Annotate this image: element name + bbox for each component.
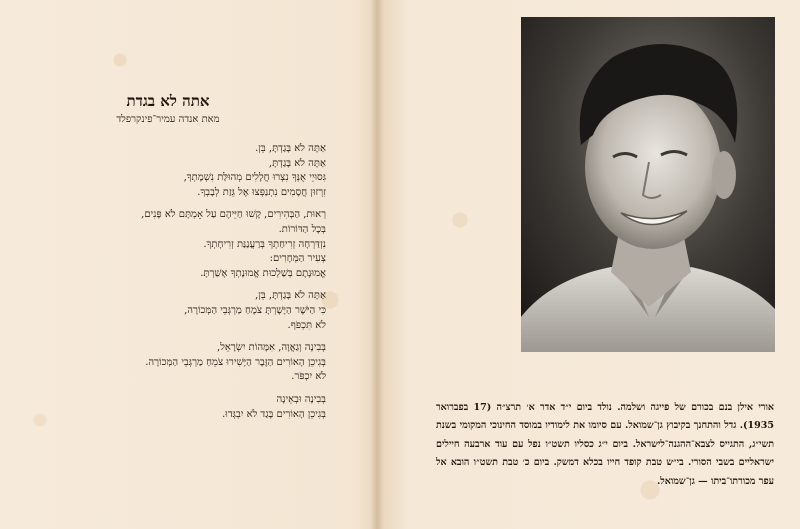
poem-stanza [90,142,326,200]
poem-stanza [90,393,326,422]
poem-line: זִרְזוּן חֲסָמִים נִתְנַפְּצוּ אֶל גֵּזַת לְבָבְךָ. [197,186,326,198]
right-page [384,0,800,529]
poem-line: רְאוּת, הַבְּהִירִים, קָשׁוּ חַיֵּיהֶם עַל אָמְתָּם לֹא פָּנִים, [141,209,326,221]
poem-line: אַתָּה לֹא בָּגַדְתָּ, בֵּן, [255,290,326,302]
poem-line: בְּכָל הַדּוֹרוֹת. [278,223,326,235]
poem-line: גִּסוּיֵי אֻנְּךָ נִצְרוּ חֲלָלִים מְהוּלַּת נִשְׁמָתְךָ, [183,172,326,184]
poem-stanza [90,208,326,281]
poem-line: בְּבִינָה וְגַאֲוָה, אִמָּהוֹת יִשְׂרָאֵל, [217,342,326,354]
poem-author: מאת אנדה עמיר־פינקרפלד [116,114,220,125]
poem-line: כִּי הַיֹּשֶׁר הַיָּשָׁרְתָּ צֹמֶחַ מַרְגְּבֵי הַמְּכוֹרָה, [184,304,326,316]
poem-line: אֱמוּנָתֶם בְּשַׁלְכוּת אֱמוּנָתְךָ אָשַׁרְתָּ. [200,267,326,279]
poem-line: אַתָּה לֹא בָּגַדְתָּ, [268,157,326,169]
poem-line: אַתָּה לֹא בָּגַדְתָּ, בֵּן. [255,143,326,154]
poem-stanza [90,341,326,385]
poem-line: בְּגִיכֵן הָאוֹרִים הַזֶּבֶר הַיָּשִׁירוּ צֹמֵחַ מַרְגְּבֵי הַמְּכוֹרָה. [145,356,326,368]
biography-caption: אורי אילן בנם בכורם של פייגה ושלמה. נולד ביום י״ד אדר א׳ תרצ״ה (17 בפברואר 1935). גדל והתחנך בקיבוץ גן־שמואל. עם סיומו את לימודיו במוסד החינוכי המקומי בשנת תשי״ג, התגייס לצבא־ההגנה־לישראל. ביום י״ג כסליו תשט״ו נפל עם עוד ארבעה חיילים ישראליים בשבי הסורי. בי״ש טבת קופד חייו בכלא דמשק. ביום כ׳ טבת תשט״ו הובא אל עפר מכורתו־ביתו — גן־שמואל. [436,401,775,487]
poem-line: צְעִיר הַמְּחָרִים: [269,253,326,265]
poem-title: אתה לא בגדת [126,92,210,110]
poem-stanza [90,289,326,333]
poem-body [90,142,326,430]
portrait-photo [521,17,775,352]
poem-line: בְּבִינָה וּבְאֵינָה [276,393,326,405]
poem-line: לֹא תִּכְפֹּף. [287,319,326,331]
left-page [0,0,378,529]
poem-line: בְּגִיכֵן הָאוֹרִים בָּגַד לֹא יִבְגְּדוּ. [222,408,326,420]
poem-line: נִזְדַּרְחָה זְרִיחַתְךָ בְּרַעֲנַנַּת זְרִיחָתְךָ. [203,238,326,250]
poem-line: לֹא יִכְפֹּר. [291,371,326,383]
